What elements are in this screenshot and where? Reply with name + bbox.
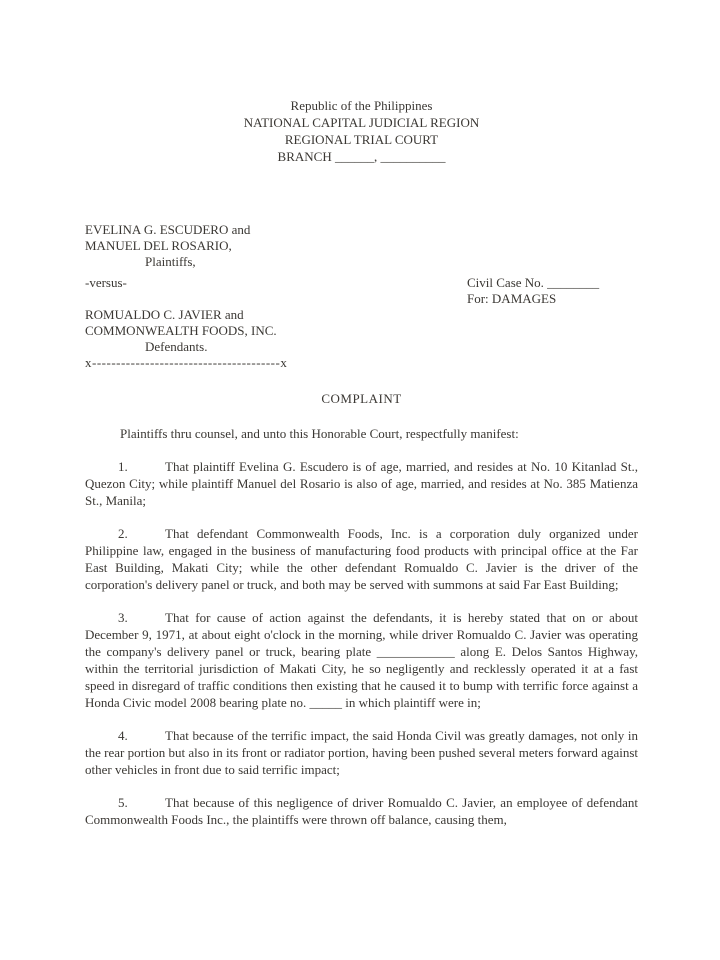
paragraph-2-number: 2.	[118, 526, 128, 541]
defendant-name-1: ROMUALDO C. JAVIER and	[85, 307, 244, 322]
paragraph-1	[85, 458, 638, 509]
paragraph-5	[85, 794, 638, 828]
court-header	[85, 97, 638, 165]
plaintiff-name-2: MANUEL DEL ROSARIO,	[85, 238, 232, 253]
paragraph-4	[85, 727, 638, 778]
opening-statement: Plaintiffs thru counsel, and unto this Honorable Court, respectfully manifest:	[120, 426, 519, 441]
versus-label: -versus-	[85, 275, 127, 290]
paragraph-4-text: That because of the terrific impact, the said Honda Civil was greatly damages, not only in the rear portion but also in its front or radiator portion, having been pushed several meters forward against other vehicles in front due to said terrific impact;	[85, 728, 638, 777]
paragraph-3-text: That for cause of action against the defendants, it is hereby stated that on or about December 9, 1971, at about eight o'clock in the morning, while driver Romualdo C. Javier was operating the company's delivery panel or truck, bearing plate ____________ along E. Delos Santos Highway, within the territorial jurisdiction of Makati City, he so negligently and recklessly operated it at a fast speed in disregard of traffic conditions then existing that he caused it to bump with terrific force against a Honda Civic model 2008 bearing plate no. _____ in which plaintiff were in;	[85, 610, 638, 710]
paragraph-1-text: That plaintiff Evelina G. Escudero is of age, married, and resides at No. 10 Kitanlad St., Quezon City; while plaintiff Manuel del Rosario is also of age, married, and resides at No. 385 Matienza St., Manila;	[85, 459, 638, 508]
paragraph-1-number: 1.	[118, 459, 128, 474]
document-title: COMPLAINT	[321, 391, 402, 406]
header-region-line: NATIONAL CAPITAL JUDICIAL REGION	[243, 115, 480, 130]
paragraph-2	[85, 525, 638, 593]
defendants-designation: Defendants.	[145, 339, 208, 354]
header-branch-line: BRANCH ______, __________	[277, 149, 446, 164]
case-info-block	[467, 275, 599, 307]
header-republic-line: Republic of the Philippines	[290, 98, 433, 113]
defendant-name-2: COMMONWEALTH FOODS, INC.	[85, 323, 277, 338]
paragraph-5-text: That because of this negligence of driver Romualdo C. Javier, an employee of defendant Commonwealth Foods Inc., the plaintiffs were thrown off balance, causing them,	[85, 795, 638, 827]
paragraph-2-text: That defendant Commonwealth Foods, Inc. is a corporation duly organized under Philippine law, engaged in the business of manufacturing food products with principal office at the Far East Building, Makati City; while the other defendant Romualdo C. Javier is the driver of the corporation's delivery panel or truck, and both may be served with summons at said Far East Building;	[85, 526, 638, 592]
caption-separator-line: x---------------------------------------x	[85, 355, 288, 370]
case-nature: For: DAMAGES	[467, 291, 557, 306]
plaintiff-name-1: EVELINA G. ESCUDERO and	[85, 222, 251, 237]
case-caption	[85, 222, 638, 371]
paragraph-4-number: 4.	[118, 728, 128, 743]
paragraph-3-number: 3.	[118, 610, 128, 625]
plaintiffs-designation: Plaintiffs,	[145, 254, 196, 269]
header-court-line: REGIONAL TRIAL COURT	[284, 132, 439, 147]
paragraph-3	[85, 609, 638, 711]
civil-case-number: Civil Case No. ________	[467, 275, 600, 290]
paragraph-5-number: 5.	[118, 795, 128, 810]
